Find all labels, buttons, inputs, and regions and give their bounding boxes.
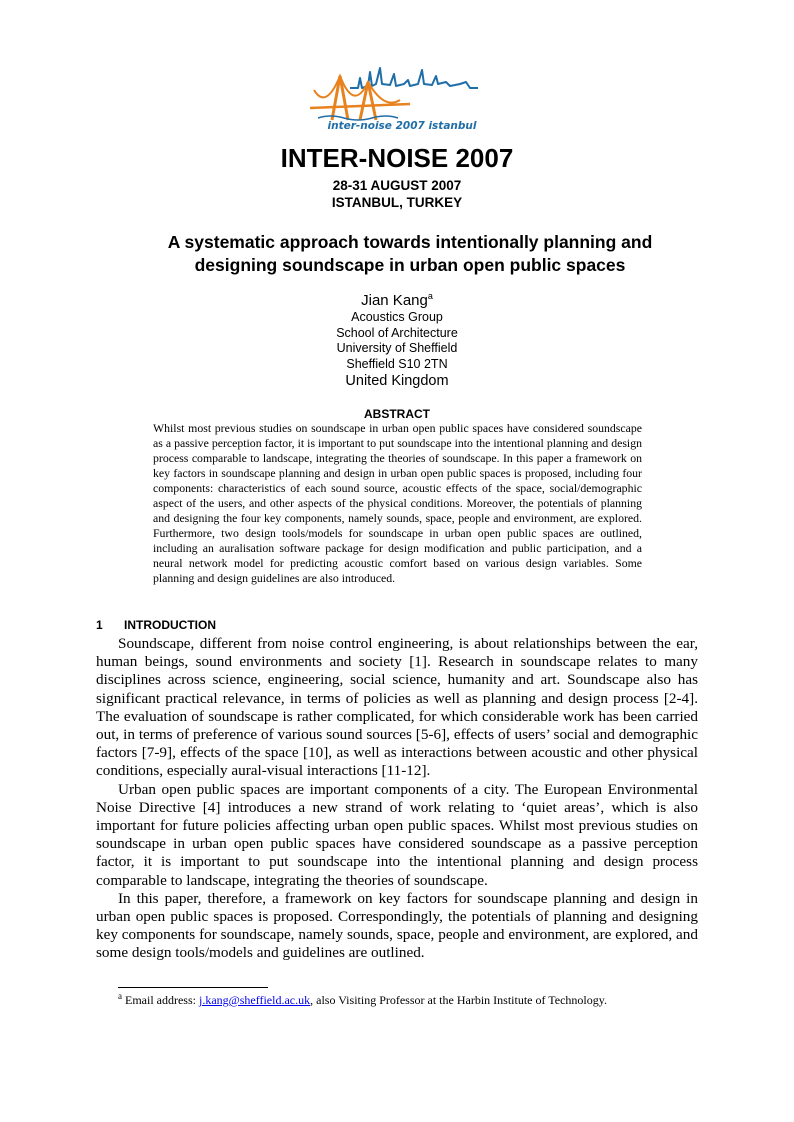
affiliation-line: School of Architecture — [336, 325, 458, 340]
conference-dates: 28-31 AUGUST 2007 — [332, 178, 462, 193]
conference-location: ISTANBUL, TURKEY — [331, 195, 463, 210]
section-title: INTRODUCTION — [124, 618, 216, 632]
author-country: United Kingdom — [345, 373, 449, 389]
abstract-text: Whilst most previous studies on soundscape in urban open public spaces have considered soundscape as a passive perception factor, it is important to put soundscape into the intentional planning and design process comparable to landscape, integrating the theories of soundscape. In this paper a framework on key factors in soundscape planning and design in urban open public spaces is proposed, including four components: characteristics of each sound source, acoustic effects of the space, social/demographic aspect of the users, and other aspects of the physical conditions. Moreover, the potentials of planning and designing the four key components, namely sounds, space, people and environment, are explored. Furthermore, two design tools/models for soundscape in urban open public spaces are outlined, including an auralisation software package for design modification and public participation, and a neural network model for predicting acoustic comfort based on various design variables. Some planning and design guidelines are also introduced. — [153, 421, 642, 585]
paper-title-line1: A systematic approach towards intentionally planning and — [167, 232, 653, 252]
footnote-suffix: , also Visiting Professor at the Harbin Institute of Technology. — [310, 993, 607, 1007]
body-paragraph: Urban open public spaces are important components of a city. The European Environmental Noise Directive [4] introduces a new strand of work relating to ‘quiet areas’, which is also important for future policies affecting urban open public spaces. Whilst most previous studies on soundscape in urban open public spaces have considered soundscape as a passive perception factor, it is important to put soundscape into the intentional planning and design process comparable to landscape, integrating the theories of soundscape. — [96, 780, 698, 889]
body-paragraph: Soundscape, different from noise control engineering, is about relationships between the ear, human beings, sound environments and society [1]. Research in soundscape relates to many disciplines across science, engineering, social science, humanity and art. Soundscape also has significant practical relevance, in terms of policies as well as planning and design process [2-4]. The evaluation of soundscape is rather complicated, for which considerable work has been carried out, in terms of preference of various sound sources [5-6], effects of users’ social and demographic factors [7-9], effects of the space [10], as well as interactions between acoustic and other physical conditions, especially aural-visual interactions [11-12]. — [96, 635, 698, 780]
affiliation-line: University of Sheffield — [336, 341, 458, 355]
paper-title — [120, 231, 700, 277]
author-name — [0, 291, 794, 311]
footnote-mark: a — [118, 991, 122, 1001]
author-footnote-mark: a — [427, 291, 433, 301]
footnote — [118, 993, 718, 1008]
body-paragraph: In this paper, therefore, a framework on key factors for soundscape planning and design in urban open public spaces is proposed. Correspondingly, the potentials of planning and designing key components for soundscape, namely sounds, space, people and environment, are explored, and some design tools/models and guidelines are outlined. — [96, 889, 698, 962]
author-name-text: Jian Kang — [361, 292, 428, 309]
section-number: 1 — [96, 618, 103, 632]
inter-noise-logo — [310, 60, 490, 135]
conference-title: INTER-NOISE 2007 — [280, 143, 514, 173]
section-body — [96, 635, 698, 963]
footnote-prefix: Email address: — [125, 993, 199, 1007]
paper-title-line2: designing soundscape in urban open public spaces — [194, 255, 626, 275]
footnote-rule — [118, 987, 268, 988]
logo-wordmark: inter-noise 2007 istanbul — [327, 120, 477, 132]
abstract-heading: ABSTRACT — [364, 407, 430, 421]
section-heading — [96, 618, 216, 632]
email-link[interactable]: j.kang@sheffield.ac.uk — [198, 993, 311, 1007]
affiliation-line: Acoustics Group — [351, 310, 443, 324]
affiliation-line: Sheffield S10 2TN — [346, 356, 448, 371]
